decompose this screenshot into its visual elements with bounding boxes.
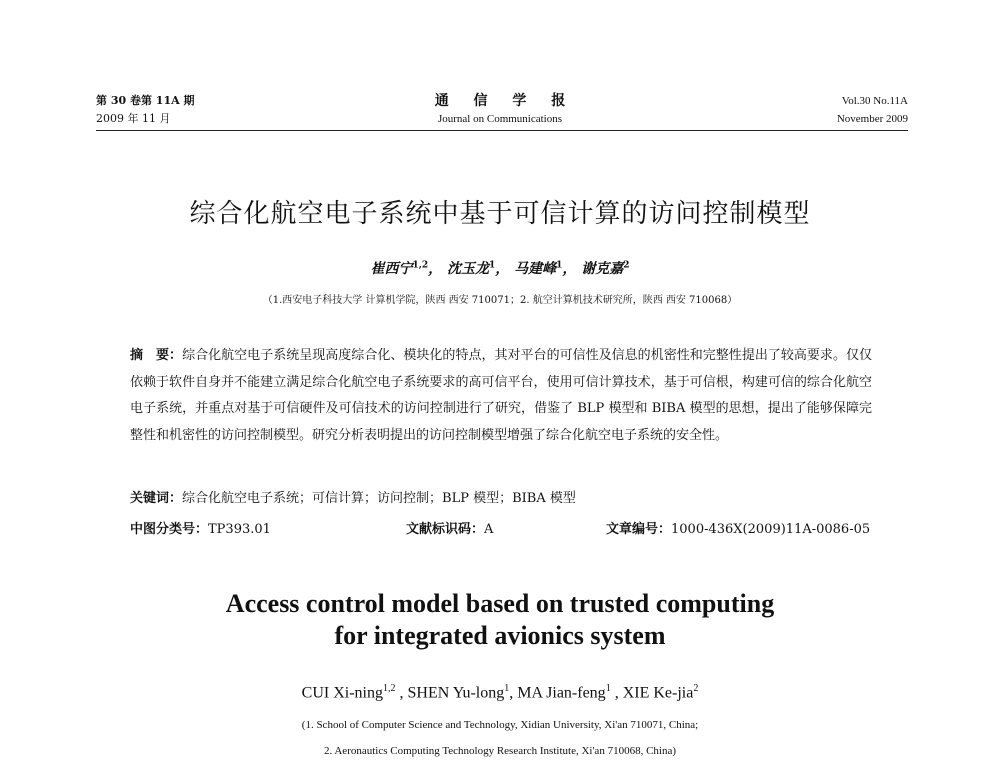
author-name-cn: 沈玉龙 xyxy=(447,261,489,277)
article-number-label: 文章编号： xyxy=(606,522,672,537)
author-affil-mark: 1 xyxy=(489,260,496,271)
author-affil-mark: 2 xyxy=(693,683,699,694)
author-list-cn: 崔西宁$^{1,2}$， 沈玉龙$^1$， 马建峰$^1$， 谢克嘉$^2$ xyxy=(370,260,630,277)
author-affil-mark: 1 xyxy=(605,683,611,694)
author-name-cn: 崔西宁 xyxy=(370,261,413,277)
author-affil-mark: 1,2 xyxy=(412,260,429,271)
header-divider xyxy=(96,130,908,131)
affiliation-en-line2: 2. Aeronautics Computing Technology Research Institute, Xi'an 710068, China) xyxy=(323,745,677,757)
author-name-cn: 谢克嘉 xyxy=(581,261,624,277)
clc-value: TP393.01 xyxy=(208,522,271,537)
affiliation-cn: （1.西安电子科技大学 计算机学院，陕西 西安 710071；2. 航空计算机技术研究所，陕西 西安 710068） xyxy=(262,295,738,306)
affiliation-en-line1: (1. School of Computer Science and Technology, Xidian University, Xi'an 710071, China; xyxy=(301,719,699,731)
author-name-en: SHEN Yu-long xyxy=(407,684,505,702)
abstract-cn xyxy=(130,343,872,449)
document-code xyxy=(406,518,493,537)
paper-title-cn: 综合化航空电子系统中基于可信计算的访问控制模型 xyxy=(189,199,811,229)
publication-date-cn: 2009 年 11 月 xyxy=(96,112,171,125)
author-affil-mark: 2 xyxy=(623,260,630,271)
article-number-value: 1000-436X(2009)11A-0086-05 xyxy=(671,522,871,537)
keywords-text: 综合化航空电子系统；可信计算；访问控制；BLP 模型；BIBA 模型 xyxy=(182,491,576,506)
keywords-label: 关键词： xyxy=(130,491,183,506)
paper-title-en-line1: Access control model based on trusted computing xyxy=(225,589,775,618)
publication-date-en: November 2009 xyxy=(836,113,908,125)
volume-issue: 第 30 卷第 11A 期 xyxy=(96,94,195,107)
author-name-en: MA Jian-feng xyxy=(517,684,606,702)
journal-name-cn: 通 信 学 报 xyxy=(434,93,576,109)
author-affil-mark: 1,2 xyxy=(383,683,396,694)
author-affil-mark: 1 xyxy=(504,683,510,694)
abstract-label: 摘 要： xyxy=(130,348,183,363)
author-name-cn: 马建峰 xyxy=(514,261,557,277)
clc-number xyxy=(130,518,271,537)
volume-issue-en: Vol.30 No.11A xyxy=(841,95,908,107)
doc-code-value: A xyxy=(484,522,494,537)
paper-title-en xyxy=(0,588,1000,652)
author-list-en: CUI Xi-ning$^{1,2}$ , SHEN Yu-long$^1$, MA Jian-feng$^1$ , XIE Ke-jia$^2$ xyxy=(301,683,699,702)
journal-name-en: Journal on Communications xyxy=(437,113,563,125)
paper-title-en-line2: for integrated avionics system xyxy=(334,621,666,650)
article-number xyxy=(606,518,870,537)
author-name-en: XIE Ke-jia xyxy=(622,684,694,702)
abstract-text: 综合化航空电子系统呈现高度综合化、模块化的特点，其对平台的可信性及信息的机密性和完整性提出了较高要求。仅仅依赖于软件自身并不能建立满足综合化航空电子系统要求的高可信平台，使用可信计算技术，基于可信根，构建可信的综合化航空电子系统，并重点对基于可信硬件及可信技术的访问控制进行了研究，借鉴了 BLP 模型和 BIBA 模型的思想，提出了能够保障完整性和机密性的访问控制模型。研究分析表明提出的访问控制模型增强了综合化航空电子系统的安全性。 xyxy=(130,348,872,443)
journal-volume-info-en xyxy=(837,92,908,128)
doc-code-label: 文献标识码： xyxy=(406,522,485,537)
clc-label: 中图分类号： xyxy=(130,522,209,537)
author-affil-mark: 1 xyxy=(556,260,563,271)
author-name-en: CUI Xi-ning xyxy=(301,684,383,702)
keywords-cn xyxy=(130,487,872,506)
